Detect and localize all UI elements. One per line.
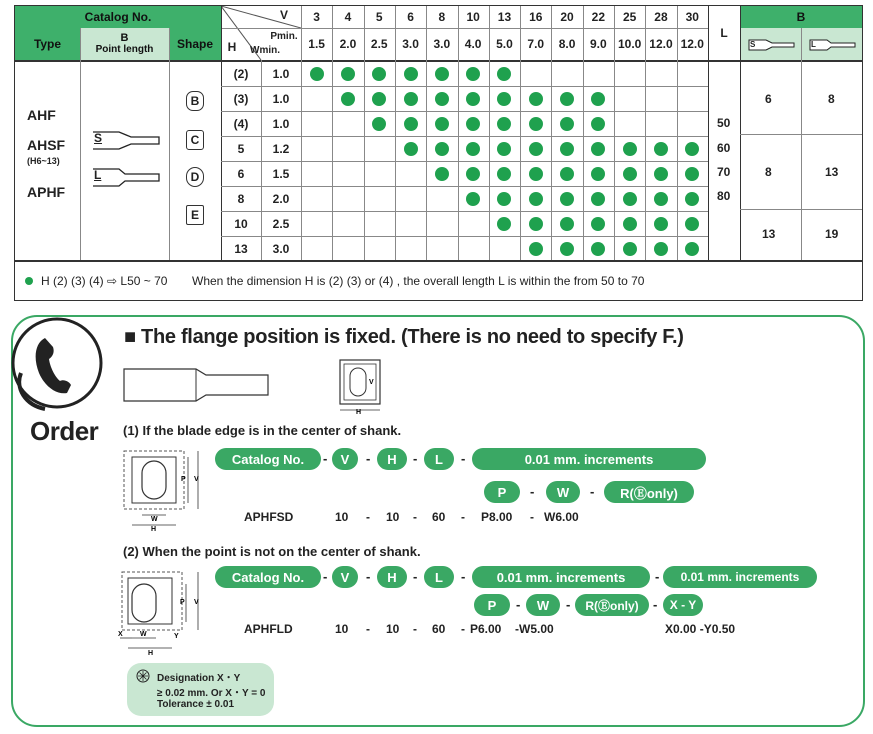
pill-v-1: V: [332, 448, 358, 470]
row-h-value: 8: [237, 191, 245, 206]
svg-text:H: H: [356, 409, 362, 416]
row-wmin-value: 1.2: [272, 141, 290, 156]
v-value-22: 22: [591, 10, 606, 24]
v-value-8: 8: [438, 10, 446, 24]
dash-2f: -: [516, 597, 521, 612]
availability-dot: [529, 192, 543, 206]
type-ahsf-range: (H6~13): [27, 156, 60, 166]
pill-v-2: V: [332, 566, 358, 588]
availability-dot: [372, 117, 386, 131]
availability-dot: [685, 242, 699, 256]
svg-text:H: H: [151, 526, 157, 533]
availability-dot: [685, 217, 699, 231]
header-shape: [169, 28, 221, 60]
pill-increments-2b: 0.01 mm. increments: [663, 566, 817, 588]
note-line-1: Designation X・Y: [157, 673, 241, 684]
v-value-20: 20: [560, 10, 574, 24]
availability-dot: [591, 167, 605, 181]
availability-dot: [435, 142, 449, 156]
spec-table: [14, 5, 863, 301]
l-value-70: 70: [717, 165, 731, 179]
example-1-dash-a: -: [366, 510, 370, 524]
example-2-v: 10: [335, 622, 349, 636]
availability-dot: [497, 117, 511, 131]
svg-text:W: W: [151, 516, 158, 523]
l-value-80: 80: [717, 189, 731, 203]
header-b-right: [740, 6, 862, 28]
example-2-p: P6.00: [470, 622, 502, 636]
header-mid-line: [221, 28, 708, 29]
b-l-value-3: 19: [825, 227, 839, 241]
b-s-value-2: 8: [765, 165, 772, 179]
row-wmin-value: 1.0: [272, 66, 290, 81]
col-line-w: [301, 6, 302, 260]
pill-increments-1: 0.01 mm. increments: [472, 448, 706, 470]
col-line-b-mid: [801, 28, 802, 260]
availability-dot: [497, 67, 511, 81]
pill-h-1: H: [377, 448, 407, 470]
footnote-text: When the dimension H is (2) (3) or (4) , the overall length L is within the from 50 to 70: [192, 274, 645, 288]
header-bottom-line: [15, 60, 862, 62]
dash-2b: -: [366, 569, 371, 584]
pmin-value: 8.0: [558, 37, 576, 51]
section-1-title: (1) If the blade edge is in the center of shank.: [123, 423, 402, 438]
example-2-dash-b: -: [413, 622, 417, 636]
availability-dot: [560, 217, 574, 231]
availability-dot: [466, 67, 480, 81]
col-line-b-left: [740, 6, 741, 260]
row-wmin-value: 3.0: [272, 241, 290, 256]
asterisk-circle-icon: [136, 669, 150, 683]
pill-catalog-no-2: Catalog No.: [215, 566, 321, 588]
row-h-value: (4): [233, 116, 249, 131]
v-value-3: 3: [313, 10, 320, 24]
dash-1f: -: [590, 484, 595, 499]
pmin-value: 3.0: [433, 37, 451, 51]
header-h: H: [227, 40, 237, 54]
section-2-title: (2) When the point is not on the center of shank.: [123, 544, 421, 559]
grid-col-line: [551, 6, 552, 260]
footnote-top-line: [15, 260, 862, 262]
pill-w-2: W: [526, 594, 560, 616]
availability-dot: [435, 167, 449, 181]
col-line-l: [708, 6, 709, 260]
l-point-diagram: [91, 167, 161, 189]
svg-text:V: V: [194, 476, 199, 483]
grid-col-line: [645, 6, 646, 260]
grid-col-line: [677, 6, 678, 260]
dash-2d: -: [461, 569, 466, 584]
availability-dot: [435, 67, 449, 81]
row-h-value: 10: [234, 216, 248, 231]
availability-dot: [560, 92, 574, 106]
note-line-2: ≥ 0.02 mm. Or X・Y = 0: [157, 688, 266, 699]
availability-dot: [529, 92, 543, 106]
availability-dot: [591, 142, 605, 156]
dash-2g: -: [566, 597, 571, 612]
l-point-label: L: [811, 40, 816, 49]
l-value-50: 50: [717, 116, 731, 130]
type-ahsf: AHSF: [27, 137, 66, 153]
svg-text:W: W: [140, 631, 147, 638]
availability-dot: [623, 242, 637, 256]
example-1-w: W6.00: [544, 510, 579, 524]
availability-dot: [529, 142, 543, 156]
availability-dot: [435, 117, 449, 131]
pmin-value: 9.0: [589, 37, 607, 51]
pill-l-2: L: [424, 566, 454, 588]
dash-2h: -: [653, 597, 658, 612]
example-2-w: -W5.00: [515, 622, 554, 636]
availability-dot: [560, 192, 574, 206]
example-1-l: 60: [432, 510, 446, 524]
availability-dot: [591, 192, 605, 206]
grid-col-line: [364, 6, 365, 260]
grid-col-line: [614, 6, 615, 260]
l-value-60: 60: [717, 141, 731, 155]
pmin-value: 2.0: [339, 37, 357, 51]
order-title: ■ The flange position is fixed. (There is no need to specify F.): [124, 326, 684, 348]
header-catalog-no: [15, 6, 221, 28]
svg-text:X: X: [118, 631, 123, 638]
availability-dot: [623, 217, 637, 231]
header-b-letter: B: [120, 31, 129, 44]
order-label: Order: [30, 416, 99, 446]
header-point-length: [80, 28, 169, 60]
b-group-line-1: [740, 134, 862, 135]
availability-dot: [529, 242, 543, 256]
dash-1e: -: [530, 484, 535, 499]
pill-xy-2: X - Y: [663, 594, 703, 616]
shape-c-icon: C: [186, 130, 204, 150]
v-value-16: 16: [529, 10, 543, 24]
availability-dot: [560, 142, 574, 156]
row-h-value: 5: [237, 141, 245, 156]
pmin-value: 5.0: [496, 37, 513, 51]
availability-dot: [341, 67, 355, 81]
section-1-diagram: [118, 445, 210, 533]
shape-d-icon: D: [186, 167, 204, 187]
example-2-l: 60: [432, 622, 446, 636]
availability-dot: [591, 217, 605, 231]
grid-col-line: [426, 6, 427, 260]
availability-dot: [654, 167, 668, 181]
availability-dot: [404, 67, 418, 81]
pill-catalog-no-1: Catalog No.: [215, 448, 321, 470]
col-line-b: [169, 28, 170, 260]
header-catalog-label: Catalog No.: [84, 9, 152, 24]
pill-r-1: R(Ⓔonly): [604, 481, 694, 503]
dash-1d: -: [461, 451, 466, 466]
availability-dot: [466, 192, 480, 206]
s-point-label: S: [750, 40, 756, 49]
svg-text:H: H: [148, 650, 154, 656]
header-wmin: Wmin.: [250, 44, 280, 56]
b-l-value-2: 13: [825, 165, 839, 179]
availability-dot: [654, 192, 668, 206]
row-wmin-value: 1.0: [272, 91, 290, 106]
header-b-right-label: B: [796, 9, 806, 24]
row-wmin-value: 1.0: [272, 116, 290, 131]
pill-r-2: R(Ⓔonly): [575, 594, 649, 616]
blade-end-diagram: [336, 356, 386, 416]
b-group-line-2: [740, 209, 862, 210]
v-value-10: 10: [466, 10, 480, 24]
availability-dot: [685, 142, 699, 156]
row-h-value: (2): [233, 66, 249, 81]
b-s-value-3: 13: [762, 227, 776, 241]
dash-2e: -: [655, 569, 660, 584]
availability-dot: [372, 92, 386, 106]
dash-1a: -: [323, 451, 328, 466]
row-h-value: (3): [233, 91, 249, 106]
example-1-dash-d: -: [530, 510, 534, 524]
pmin-value: 12.0: [680, 37, 704, 51]
availability-dot: [560, 167, 574, 181]
grid-col-line: [583, 6, 584, 260]
pill-p-2: P: [474, 594, 510, 616]
example-2-dash-a: -: [366, 622, 370, 636]
availability-dot: [654, 142, 668, 156]
phone-icon: [5, 313, 109, 413]
availability-dot: [623, 192, 637, 206]
pill-increments-2a: 0.01 mm. increments: [472, 566, 650, 588]
example-2-catalog: APHFLD: [244, 622, 293, 636]
grid-col-line: [489, 6, 490, 260]
v-value-5: 5: [375, 10, 383, 24]
row-wmin-value: 1.5: [272, 166, 290, 181]
availability-dot: [341, 92, 355, 106]
availability-dot: [310, 67, 324, 81]
type-aphf: APHF: [27, 184, 66, 200]
example-2-dash-c: -: [461, 622, 465, 636]
section-2-diagram: [114, 566, 214, 656]
availability-dot: [623, 142, 637, 156]
grid-col-line: [395, 6, 396, 260]
availability-dot: [497, 142, 511, 156]
availability-dot: [372, 67, 386, 81]
availability-dot: [497, 192, 511, 206]
availability-dot: [591, 242, 605, 256]
availability-dot: [560, 242, 574, 256]
availability-dot: [623, 167, 637, 181]
availability-dot: [685, 192, 699, 206]
row-h-value: 13: [234, 241, 248, 256]
example-1-p: P8.00: [481, 510, 513, 524]
pmin-value: 3.0: [402, 37, 419, 51]
v-value-28: 28: [654, 10, 668, 24]
designation-note: [127, 663, 274, 716]
availability-dot: [529, 217, 543, 231]
shape-e-icon: E: [186, 205, 204, 225]
dash-1c: -: [413, 451, 418, 466]
availability-dot: [404, 142, 418, 156]
row-wmin-value: 2.5: [272, 216, 290, 231]
header-v: V: [279, 8, 288, 22]
availability-dot: [654, 242, 668, 256]
pill-l-1: L: [424, 448, 454, 470]
row-wmin-value: 2.0: [272, 191, 290, 206]
header-b-sub: Point length: [95, 43, 154, 55]
grid-col-line: [520, 6, 521, 260]
v-value-6: 6: [407, 10, 414, 24]
pmin-value: 12.0: [649, 37, 673, 51]
availability-dot: [404, 117, 418, 131]
availability-dot: [435, 92, 449, 106]
example-1-dash-c: -: [461, 510, 465, 524]
example-1-v: 10: [335, 510, 349, 524]
footnote-dot-icon: [25, 277, 33, 285]
header-l: L: [720, 26, 728, 40]
dash-2a: -: [323, 569, 328, 584]
grid-col-line: [458, 6, 459, 260]
row-h-value: 6: [237, 166, 245, 181]
availability-dot: [591, 117, 605, 131]
header-type: [15, 28, 80, 60]
example-2-h: 10: [386, 622, 400, 636]
example-1-dash-b: -: [413, 510, 417, 524]
example-2-xy: X0.00 -Y0.50: [665, 622, 736, 636]
blade-side-diagram: [122, 365, 272, 405]
b-s-value-1: 6: [765, 92, 772, 106]
dash-2c: -: [413, 569, 418, 584]
availability-dot: [466, 92, 480, 106]
header-b-l-cell: [801, 28, 862, 60]
v-value-4: 4: [344, 10, 352, 24]
svg-text:P: P: [181, 476, 186, 483]
l-point-diagram-label: L: [94, 168, 102, 182]
footnote-formula: H (2) (3) (4) ⇨ L50 ~ 70: [41, 274, 168, 288]
shape-b-icon: B: [186, 91, 204, 111]
svg-text:V: V: [369, 379, 374, 386]
v-value-25: 25: [622, 10, 637, 24]
dash-1b: -: [366, 451, 371, 466]
svg-text:Y: Y: [174, 633, 179, 640]
availability-dot: [654, 217, 668, 231]
availability-dot: [685, 167, 699, 181]
pmin-value: 7.0: [527, 37, 545, 51]
type-ahf: AHF: [27, 107, 56, 123]
pmin-value: 4.0: [464, 37, 482, 51]
header-type-label: Type: [33, 36, 62, 51]
example-1-catalog: APHFSD: [244, 510, 294, 524]
header-b-s-cell: [740, 28, 801, 60]
availability-dot: [591, 92, 605, 106]
availability-dot: [497, 92, 511, 106]
note-line-3: Tolerance ± 0.01: [157, 699, 235, 710]
availability-dot: [529, 117, 543, 131]
pmin-value: 1.5: [308, 37, 325, 51]
s-point-diagram-label: S: [94, 131, 103, 145]
pill-p-1: P: [484, 481, 520, 503]
header-shape-label: Shape: [176, 36, 213, 51]
availability-dot: [466, 142, 480, 156]
availability-dot: [404, 92, 418, 106]
availability-dot: [466, 167, 480, 181]
example-1-h: 10: [386, 510, 400, 524]
l-point-icon: [809, 38, 857, 52]
svg-text:P: P: [180, 599, 185, 606]
pill-h-2: H: [377, 566, 407, 588]
pmin-value: 2.5: [370, 37, 388, 51]
availability-dot: [529, 167, 543, 181]
svg-text:V: V: [194, 599, 199, 606]
v-value-30: 30: [685, 10, 699, 24]
pmin-value: 10.0: [617, 37, 642, 51]
v-value-13: 13: [497, 10, 512, 24]
b-l-value-1: 8: [828, 92, 835, 106]
availability-dot: [497, 217, 511, 231]
header-pmin: Pmin.: [270, 30, 298, 42]
availability-dot: [466, 117, 480, 131]
grid-col-line: [332, 6, 333, 260]
pill-w-1: W: [546, 481, 580, 503]
availability-dot: [560, 117, 574, 131]
col-line-type: [80, 28, 81, 260]
availability-dot: [497, 167, 511, 181]
